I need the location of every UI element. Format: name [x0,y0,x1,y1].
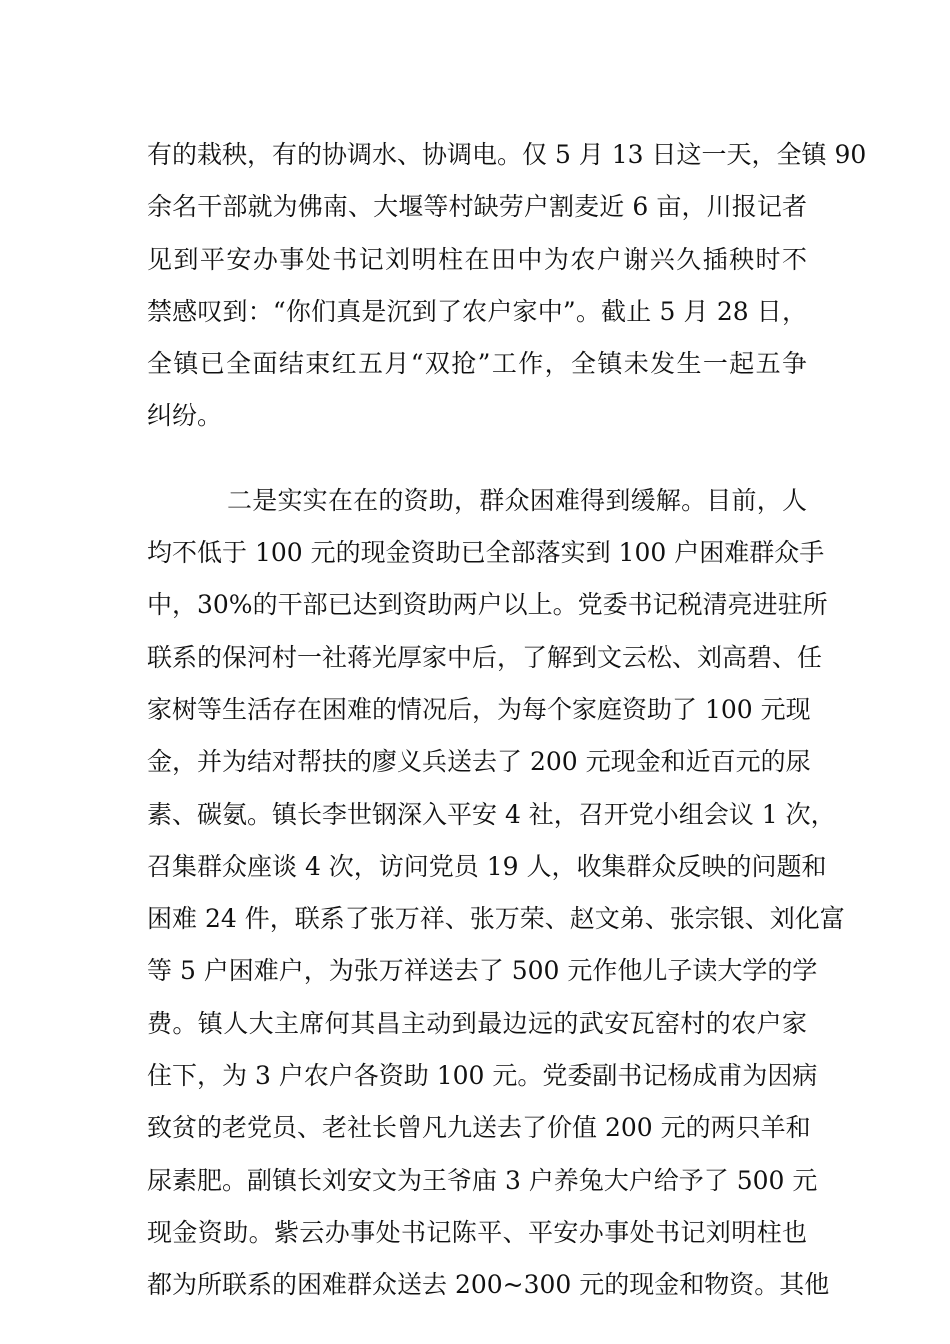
text-line: 召集群众座谈 4 次，访问党员 19 人，收集群众反映的问题和 [147,851,827,881]
text-line: 禁感叹到：“你们真是沉到了农户家中”。截止 5 月 28 日， [147,296,807,326]
text-line: 等 5 户困难户，为张万祥送去了 500 元作他儿子读大学的学 [147,956,818,986]
text-line: 见到平安办事处书记刘明柱在田中为农户谢兴久插秧时不 [147,244,807,274]
text-line: 尿素肥。副镇长刘安文为王爷庙 3 户养兔大户给予了 500 元 [147,1165,818,1195]
text-line: 致贫的老党员、老社长曾凡九送去了价值 200 元的两只羊和 [147,1113,811,1143]
text-line: 费。镇人大主席何其昌主动到最边远的武安瓦窑村的农户家 [147,1008,807,1038]
text-line: 全镇已全面结束红五月“双抢”工作，全镇未发生一起五争 [147,349,807,379]
text-line: 都为所联系的困难群众送去 200~300 元的现金和物资。其他 [147,1270,830,1300]
text-line: 家树等生活存在困难的情况后，为每个家庭资助了 100 元现 [147,694,811,724]
text-line: 中，30%的干部已达到资助两户以上。党委书记税清亮进驻所 [147,590,828,620]
text-line: 金，并为结对帮扶的廖义兵送去了 200 元现金和近百元的尿 [147,747,811,777]
body-text [147,129,867,1312]
text-line: 现金资助。紫云办事处书记陈平、平安办事处书记刘明柱也 [147,1217,807,1247]
paragraph-spacing [147,443,807,475]
paragraph-2 [147,475,845,1312]
text-line: 二是实实在在的资助，群众困难得到缓解。目前，人 [227,485,807,515]
text-line: 联系的保河村一社蒋光厚家中后，了解到文云松、刘高碧、任 [147,642,823,672]
text-line: 有的栽秧，有的协调水、协调电。仅 5 月 13 日这一天，全镇 90 [147,140,867,169]
text-line: 均不低于 100 元的现金资助已全部落实到 100 户困难群众手 [147,538,825,568]
text-line: 余名干部就为佛南、大堰等村缺劳户割麦近 6 亩，川报记者 [147,192,807,222]
text-line: 住下，为 3 户农户各资助 100 元。党委副书记杨成甫为因病 [147,1061,818,1091]
paragraph-1 [147,129,867,443]
text-line: 素、碳氨。镇长李世钢深入平安 4 社，召开党小组会议 1 次， [147,799,836,829]
text-line: 纠纷。 [147,401,223,431]
text-line: 困难 24 件，联系了张万祥、张万荣、赵文弟、张宗银、刘化富 [147,904,845,934]
